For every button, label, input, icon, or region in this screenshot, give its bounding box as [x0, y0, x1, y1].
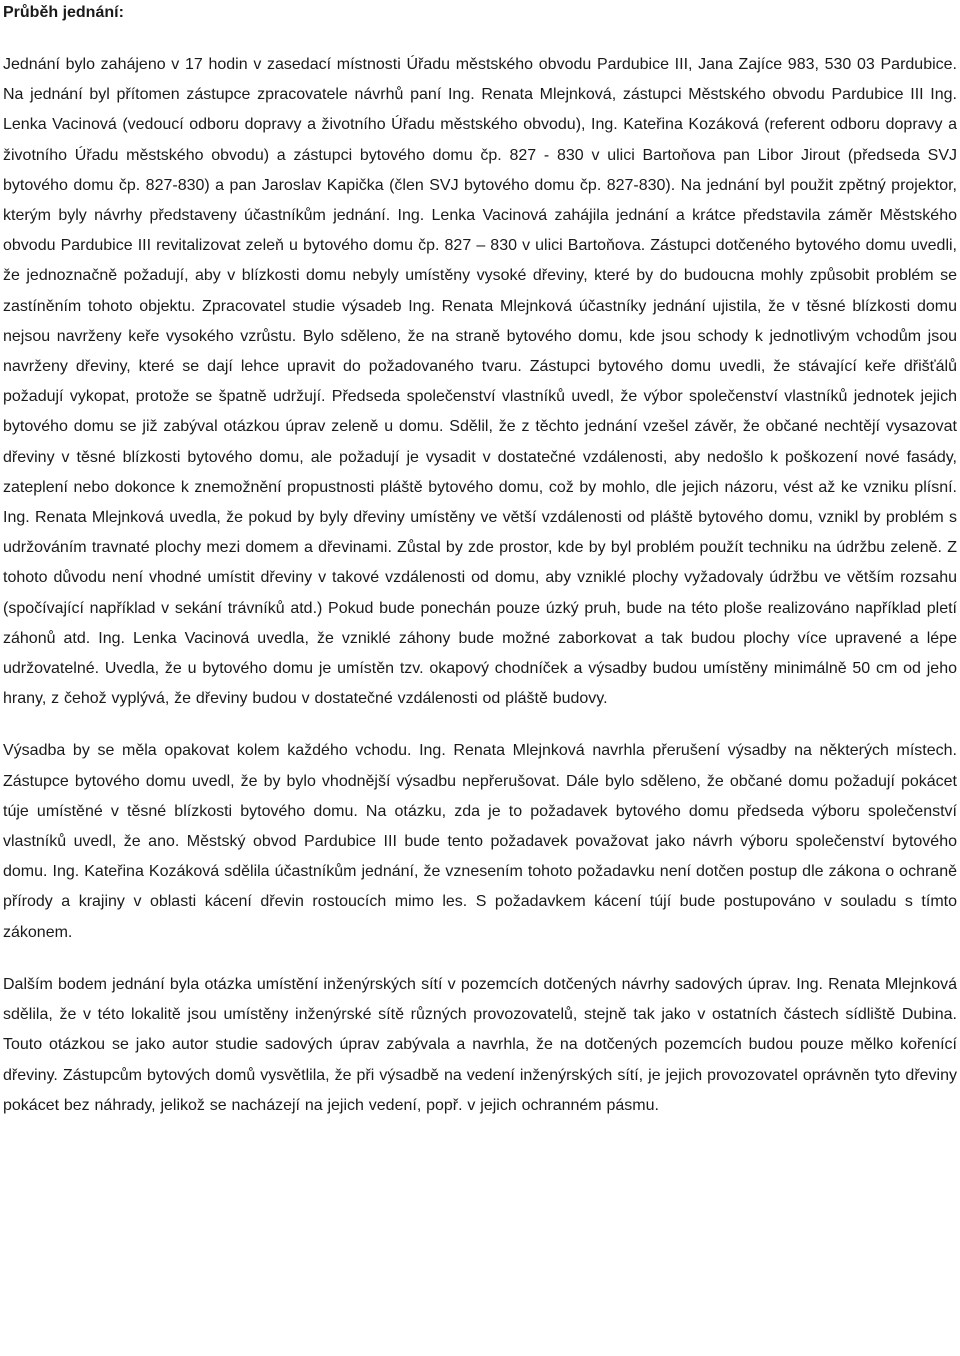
paragraph-meeting-course: Jednání bylo zahájeno v 17 hodin v zasedací místnosti Úřadu městského obvodu Pardubice III, Jana Zajíce 983, 530 03 Pardubice. Na jednání byl přítomen zástupce zpracovatele návrhů paní Ing. Renata Mlejnková, zástupci Městského obvodu Pardubice III Ing. Lenka Vacinová (vedoucí odboru dopravy a životního Úřadu městského obvodu), Ing. Kateřina Kozáková (referent odboru dopravy a životního Úřadu městského obvodu) a zástupci bytového domu čp. 827 - 830 v ulici Bartoňova pan Libor Jirout (předseda SVJ bytového domu čp. 827-830) a pan Jaroslav Kapička (člen SVJ bytového domu čp. 827-830). Na jednání byl použit zpětný projektor, kterým byly návrhy představeny účastníkům jednání. Ing. Lenka Vacinová zahájila jednání a krátce představila záměr Městského obvodu Pardubice III revitalizovat zeleň u bytového domu čp. 827 – 830 v ulici Bartoňova. Zástupci dotčeného bytového domu uvedli, že jednoznačně požadují, aby v blízkosti domu nebyly umístěny vysoké dřeviny, které by do budoucna mohly způsobit problém se zastíněním tohoto objektu. Zpracovatel studie výsadeb Ing. Renata Mlejnková účastníky jednání ujistila, že v těsné blízkosti domu nejsou navrženy keře vysokého vzrůstu. Bylo sděleno, že na straně bytového domu, kde jsou schody k jednotlivým vchodům jsou navrženy dřeviny, které se dají lehce upravit do požadovaného tvaru. Zástupci bytového domu uvedli, že stávající keře dřišťálů požadují vykopat, protože se špatně udržují. Předseda společenství vlastníků uvedl, že výbor společenství vlastníků jednotek jejich bytového domu se již zabýval otázkou úprav zeleně u domu. Sdělil, že z těchto jednání vzešel závěr, že občané nechtějí vysazovat dřeviny v těsné blízkosti bytového domu, ale požadují je vysadit v dostatečné vzdálenosti, aby nedošlo k poškození nové fasády, zateplení nebo dokonce k znemožnění propustnosti pláště bytového domu, což by mohlo, dle jejich názoru, vést až ke vzniku plísní. Ing. Renata Mlejnková uvedla, že pokud by byly dřeviny umístěny ve větší vzdálenosti od pláště bytového domu, vznikl by problém s udržováním travnaté plochy mezi domem a dřevinami. Zůstal by zde prostor, kde by byl problém použít techniku na údržbu zeleně. Z tohoto důvodu není vhodné umístit dřeviny v takové vzdálenosti od domu, aby vzniklé plochy vyžadovaly údržbu ve větším rozsahu (spočívající například v sekání trávníků atd.) Pokud bude ponechán pouze úzký pruh, bude na této ploše realizováno například pletí záhonů atd. Ing. Lenka Vacinová uvedla, že vzniklé záhony bude možné zaborkovat a tak budou plochy více upravené a lépe udržovatelné. Uvedla, že u bytového domu je umístěn tzv. okapový chodníček a výsadby budou umístěny minimálně 50 cm od jeho hrany, z čehož vyplývá, že dřeviny budou v dostatečné vzdálenosti od pláště budovy.: [3, 56, 957, 708]
document-page: [3, 0, 957, 1356]
paragraph-utility-networks: Dalším bodem jednání byla otázka umístění inženýrských sítí v pozemcích dotčených návrhy sadových úprav. Ing. Renata Mlejnková sdělila, že v této lokalitě jsou umístěny inženýrské sítě různých provozovatelů, stejně tak jako v ostatních částech sídliště Dubina. Touto otázkou se jako autor studie sadových úprav zabývala a navrhla, že na dotčených pozemcích budou pouze mělko kořenící dřeviny. Zástupcům bytových domů vysvětlila, že při výsadbě na vedení inženýrských sítí, je jejich provozovatel oprávněn tyto dřeviny pokácet bez náhrady, jelikož se nacházejí na jejich vedení, popř. v jejich ochranném pásmu.: [3, 975, 957, 1114]
paragraph-planting: Výsadba by se měla opakovat kolem každého vchodu. Ing. Renata Mlejnková navrhla přerušení výsadby na některých místech. Zástupce bytového domu uvedl, že by bylo vhodnější výsadbu nepřerušovat. Dále bylo sděleno, že občané domu požadují pokácet túje umístěné v těsné blízkosti bytového domu. Na otázku, zda je to požadavek bytového domu předseda výboru společenství vlastníků uvedl, že ano. Městský obvod Pardubice III bude tento požadavek považovat jako návrh výboru společenství bytového domu. Ing. Kateřina Kozáková sdělila účastníkům jednání, že vznesením tohoto požadavku není dotčen postup dle zákona o ochraně přírody a krajiny v oblasti kácení dřevin rostoucích mimo les. S požadavkem kácení tújí bude postupováno v souladu s tímto zákonem.: [3, 742, 957, 941]
section-heading: Průběh jednání:: [3, 4, 124, 21]
